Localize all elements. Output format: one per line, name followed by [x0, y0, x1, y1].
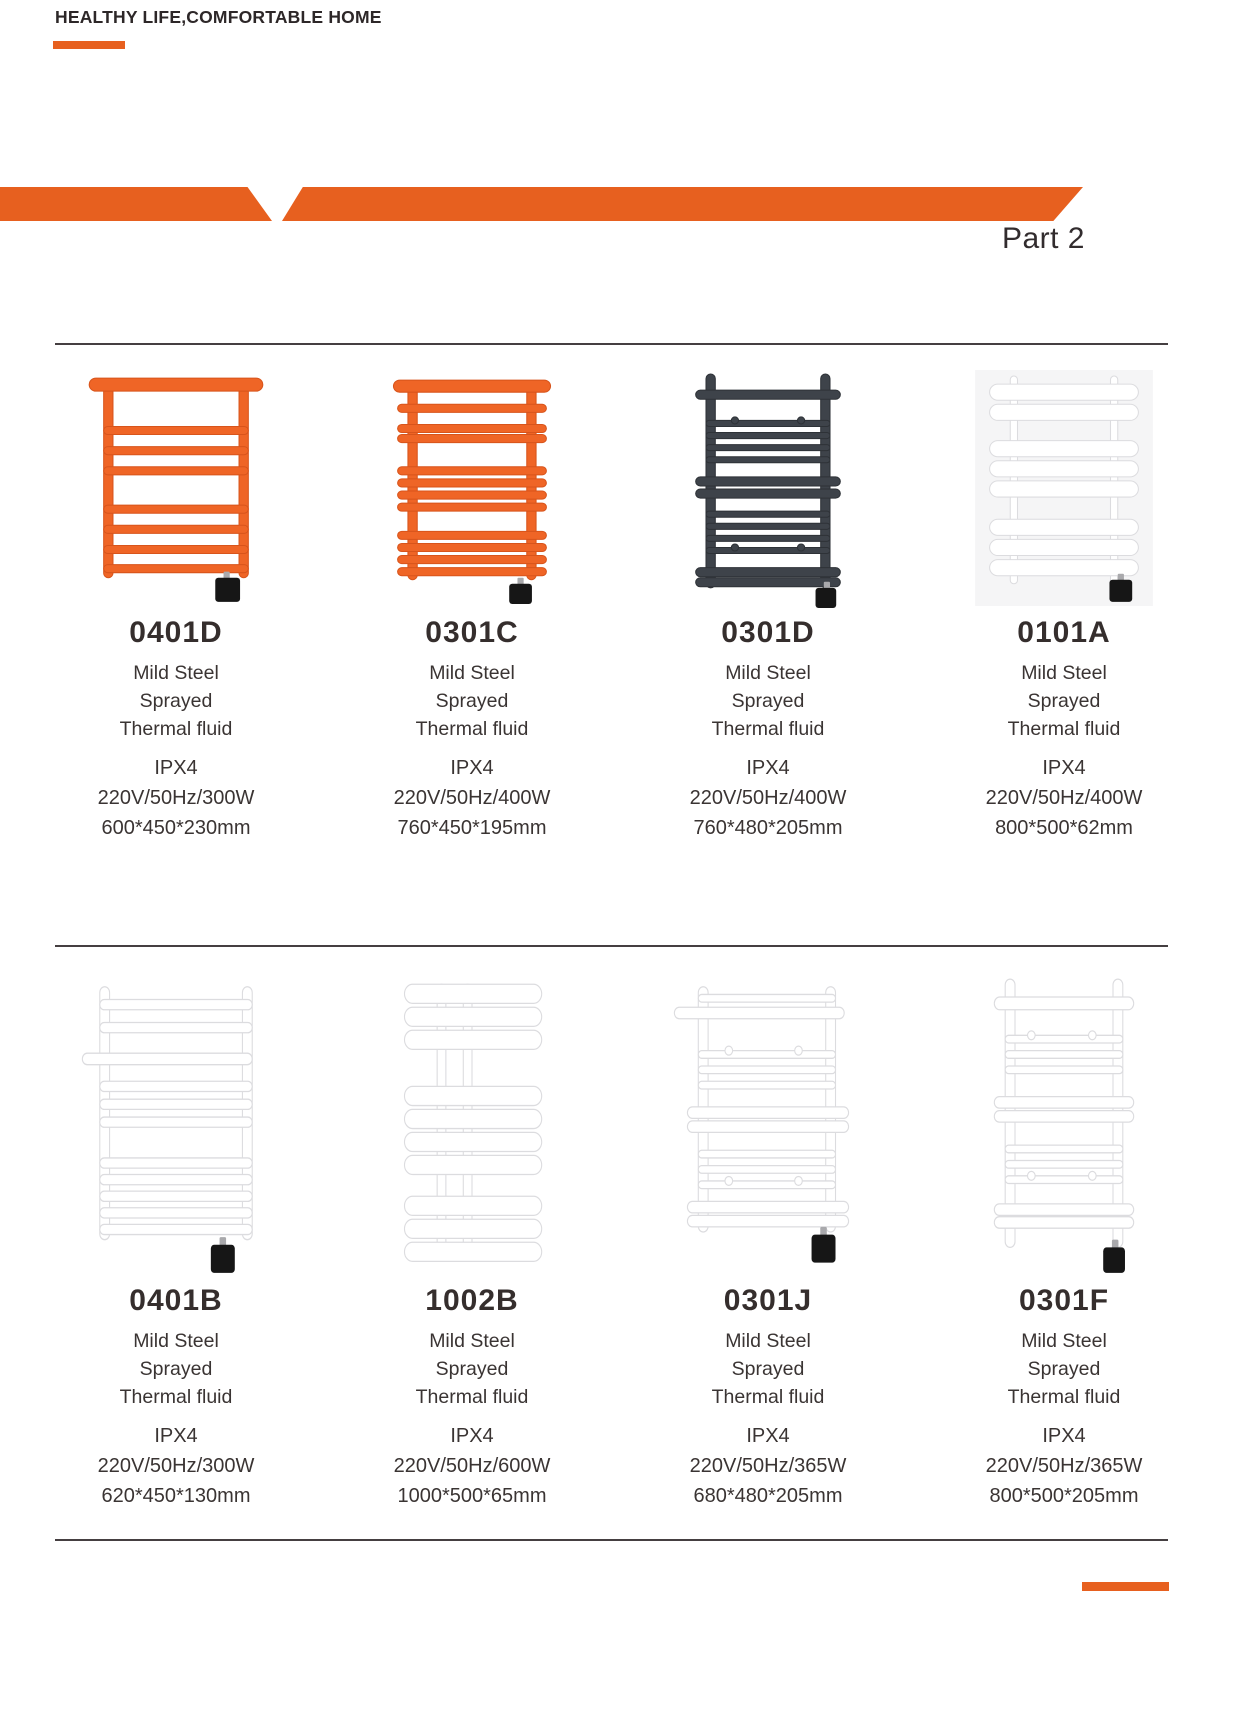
product-card: [324, 960, 620, 1511]
product-card: [28, 960, 324, 1511]
product-material: Mild Steel: [725, 1330, 811, 1352]
divider-middle: [55, 945, 1168, 947]
product-finish: Sprayed: [731, 1358, 805, 1380]
product-model: 0301D: [721, 616, 815, 649]
product-power-spec: 220V/50Hz/300W: [97, 1455, 255, 1477]
product-model: 0101A: [1017, 616, 1111, 649]
banner-stripe-right: [282, 187, 1083, 221]
product-heating: Thermal fluid: [415, 718, 529, 740]
product-power-spec: 220V/50Hz/400W: [689, 787, 847, 809]
product-image: [675, 358, 861, 610]
product-finish: Sprayed: [435, 690, 509, 712]
product-heating: Thermal fluid: [119, 718, 233, 740]
product-image: [971, 358, 1157, 610]
product-dimensions: 800*500*205mm: [989, 1485, 1139, 1507]
product-dimensions: 600*450*230mm: [101, 817, 251, 839]
product-power-spec: 220V/50Hz/300W: [97, 787, 255, 809]
product-material: Mild Steel: [133, 662, 219, 684]
product-card: [916, 960, 1212, 1511]
divider-bottom: [55, 1539, 1168, 1541]
product-model: 0301C: [425, 616, 519, 649]
product-finish: Sprayed: [139, 1358, 213, 1380]
product-finish: Sprayed: [1027, 690, 1101, 712]
product-image: [379, 358, 565, 610]
product-material: Mild Steel: [1021, 662, 1107, 684]
product-finish: Sprayed: [139, 690, 213, 712]
product-ip-rating: IPX4: [1042, 1425, 1086, 1447]
product-finish: Sprayed: [435, 1358, 509, 1380]
product-ip-rating: IPX4: [746, 757, 790, 779]
product-model: 1002B: [425, 1284, 519, 1317]
product-heating: Thermal fluid: [415, 1386, 529, 1408]
product-power-spec: 220V/50Hz/400W: [393, 787, 551, 809]
product-material: Mild Steel: [133, 1330, 219, 1352]
product-heating: Thermal fluid: [1007, 718, 1121, 740]
product-ip-rating: IPX4: [154, 1425, 198, 1447]
product-card: [620, 960, 916, 1511]
product-ip-rating: IPX4: [154, 757, 198, 779]
product-grid-row-2: [28, 960, 1212, 1511]
product-model: 0401D: [129, 616, 223, 649]
product-card: [28, 358, 324, 843]
product-power-spec: 220V/50Hz/400W: [985, 787, 1143, 809]
product-image: [78, 960, 274, 1278]
product-card: [916, 358, 1212, 843]
brand-slogan: HEALTHY LIFE,COMFORTABLE HOME: [55, 7, 382, 27]
section-label: Part 2: [1001, 222, 1085, 255]
product-ip-rating: IPX4: [746, 1425, 790, 1447]
product-finish: Sprayed: [1027, 1358, 1101, 1380]
product-dimensions: 800*500*62mm: [995, 817, 1133, 839]
brand-underline-bar: [53, 41, 125, 49]
product-image: [670, 960, 866, 1278]
product-model: 0301F: [1018, 1284, 1110, 1317]
product-image: [83, 358, 269, 610]
product-image: [374, 960, 570, 1278]
product-grid-row-1: [28, 358, 1212, 843]
product-dimensions: 1000*500*65mm: [397, 1485, 547, 1507]
product-model: 0301J: [723, 1284, 813, 1317]
product-image: [966, 960, 1162, 1278]
product-dimensions: 620*450*130mm: [101, 1485, 251, 1507]
product-ip-rating: IPX4: [450, 1425, 494, 1447]
product-dimensions: 760*450*195mm: [397, 817, 547, 839]
product-model: 0401B: [129, 1284, 223, 1317]
product-material: Mild Steel: [1021, 1330, 1107, 1352]
product-material: Mild Steel: [429, 1330, 515, 1352]
product-ip-rating: IPX4: [450, 757, 494, 779]
product-power-spec: 220V/50Hz/365W: [985, 1455, 1143, 1477]
product-heating: Thermal fluid: [119, 1386, 233, 1408]
product-card: [620, 358, 916, 843]
product-power-spec: 220V/50Hz/365W: [689, 1455, 847, 1477]
product-heating: Thermal fluid: [1007, 1386, 1121, 1408]
product-material: Mild Steel: [429, 662, 515, 684]
product-material: Mild Steel: [725, 662, 811, 684]
product-finish: Sprayed: [731, 690, 805, 712]
product-ip-rating: IPX4: [1042, 757, 1086, 779]
product-dimensions: 680*480*205mm: [693, 1485, 843, 1507]
product-power-spec: 220V/50Hz/600W: [393, 1455, 551, 1477]
footer-accent-bar: [1082, 1582, 1169, 1591]
product-heating: Thermal fluid: [711, 1386, 825, 1408]
product-heating: Thermal fluid: [711, 718, 825, 740]
product-card: [324, 358, 620, 843]
product-dimensions: 760*480*205mm: [693, 817, 843, 839]
divider-top: [55, 343, 1168, 345]
banner-stripe-left: [0, 187, 272, 221]
